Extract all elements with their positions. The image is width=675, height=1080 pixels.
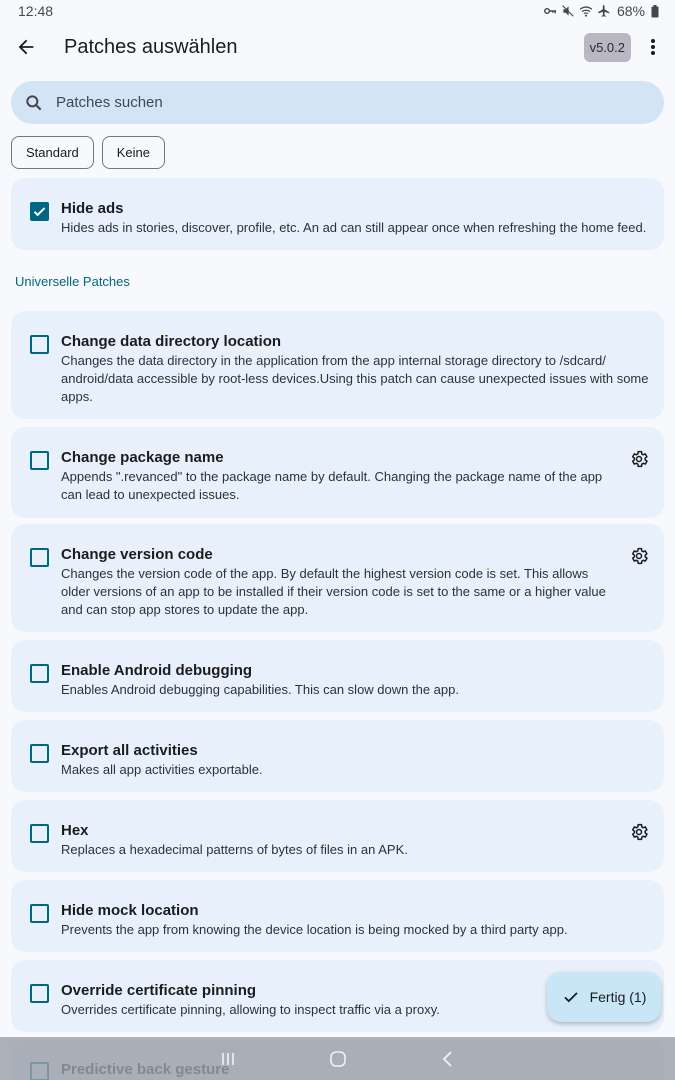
patch-name: Hide mock location bbox=[61, 902, 199, 919]
home-icon bbox=[329, 1050, 347, 1068]
filter-buttons bbox=[11, 136, 165, 169]
check-icon bbox=[562, 988, 580, 1006]
patch-description: Overrides certificate pinning, allowing to inspect traffic via a proxy. bbox=[61, 1002, 440, 1017]
airplane-icon bbox=[597, 4, 611, 18]
patch-card-hide-mock-location[interactable] bbox=[11, 880, 664, 952]
none-button[interactable]: Keine bbox=[102, 136, 165, 169]
patch-name: Override certificate pinning bbox=[61, 982, 257, 999]
arrow-left-icon bbox=[15, 36, 37, 58]
chevron-left-icon bbox=[441, 1050, 455, 1068]
status-icons bbox=[543, 4, 611, 18]
standard-button[interactable]: Standard bbox=[11, 136, 94, 169]
system-nav-bar bbox=[0, 1037, 675, 1080]
patch-description: Hides ads in stories, discover, profile, etc. An ad can still appear once when refreshing the home feed. bbox=[61, 220, 647, 235]
patch-checkbox[interactable] bbox=[30, 664, 49, 683]
nav-back-button[interactable] bbox=[428, 1041, 468, 1077]
gear-icon[interactable] bbox=[629, 822, 649, 842]
recents-button[interactable] bbox=[208, 1041, 248, 1077]
patch-card-change-data-directory[interactable] bbox=[11, 311, 664, 419]
patch-checkbox[interactable] bbox=[30, 202, 49, 221]
mute-icon bbox=[561, 4, 575, 18]
search-bar[interactable] bbox=[11, 81, 664, 124]
patch-checkbox[interactable] bbox=[30, 824, 49, 843]
patch-description: Enables Android debugging capabilities. This can slow down the app. bbox=[61, 682, 459, 697]
patch-name: Change data directory location bbox=[61, 333, 282, 350]
status-time: 12:48 bbox=[18, 3, 54, 19]
patch-description: Makes all app activities exportable. bbox=[61, 762, 263, 777]
patch-description: Changes the version code of the app. By default the highest version code is set. This allows older versions of an app to be installed if their version code is set to the same or a higher value and can stop app stores to update the app. bbox=[61, 566, 606, 617]
battery-icon bbox=[651, 5, 659, 18]
patch-description: Prevents the app from knowing the device location is being mocked by a third party app. bbox=[61, 922, 568, 937]
patch-card-change-version-code[interactable] bbox=[11, 524, 664, 632]
patch-card-export-all-activities[interactable] bbox=[11, 720, 664, 792]
search-input[interactable] bbox=[56, 94, 616, 111]
patch-card-enable-android-debugging[interactable] bbox=[11, 640, 664, 712]
patch-card-hex[interactable] bbox=[11, 800, 664, 872]
battery-level: 68% bbox=[616, 3, 645, 19]
more-vert-icon bbox=[650, 38, 656, 56]
patch-card-hide-ads[interactable] bbox=[11, 178, 664, 250]
patch-checkbox[interactable] bbox=[30, 744, 49, 763]
vpn-key-icon bbox=[543, 4, 557, 18]
patch-checkbox[interactable] bbox=[30, 548, 49, 567]
patch-description: Replaces a hexadecimal patterns of bytes of files in an APK. bbox=[61, 842, 408, 857]
top-app-bar bbox=[0, 22, 675, 72]
status-bar bbox=[0, 0, 675, 22]
section-header-universal: Universelle Patches bbox=[15, 274, 130, 289]
patch-name: Change version code bbox=[61, 546, 213, 563]
patch-name: Change package name bbox=[61, 449, 224, 466]
back-button[interactable] bbox=[2, 23, 50, 71]
wifi-icon bbox=[579, 4, 593, 18]
more-options-button[interactable] bbox=[641, 27, 665, 67]
home-button[interactable] bbox=[318, 1041, 358, 1077]
patch-name: Hex bbox=[61, 822, 89, 839]
status-indicators bbox=[543, 3, 659, 19]
done-button[interactable] bbox=[547, 972, 661, 1022]
patch-card-change-package-name[interactable] bbox=[11, 427, 664, 518]
gear-icon[interactable] bbox=[629, 546, 649, 566]
patch-description: Changes the data directory in the application from the app internal storage directory to /sdcard/ android/data accessible by root-less devices.Using this patch can cause unexpected issues with some apps. bbox=[61, 353, 649, 404]
patch-name: Enable Android debugging bbox=[61, 662, 253, 679]
patch-checkbox[interactable] bbox=[30, 451, 49, 470]
recents-icon bbox=[220, 1051, 236, 1067]
gear-icon[interactable] bbox=[629, 449, 649, 469]
patch-checkbox[interactable] bbox=[30, 984, 49, 1003]
patch-checkbox[interactable] bbox=[30, 904, 49, 923]
patch-description: Appends ".revanced" to the package name by default. Changing the package name of the app can lead to unexpected issues. bbox=[61, 469, 603, 502]
done-button-label: Fertig (1) bbox=[589, 989, 647, 1005]
version-badge[interactable]: v5.0.2 bbox=[584, 33, 631, 62]
patch-checkbox[interactable] bbox=[30, 335, 49, 354]
page-title: Patches auswählen bbox=[64, 35, 238, 58]
patch-name: Hide ads bbox=[61, 200, 124, 217]
patch-name: Export all activities bbox=[61, 742, 198, 759]
search-icon bbox=[24, 93, 44, 113]
check-icon bbox=[32, 204, 47, 219]
